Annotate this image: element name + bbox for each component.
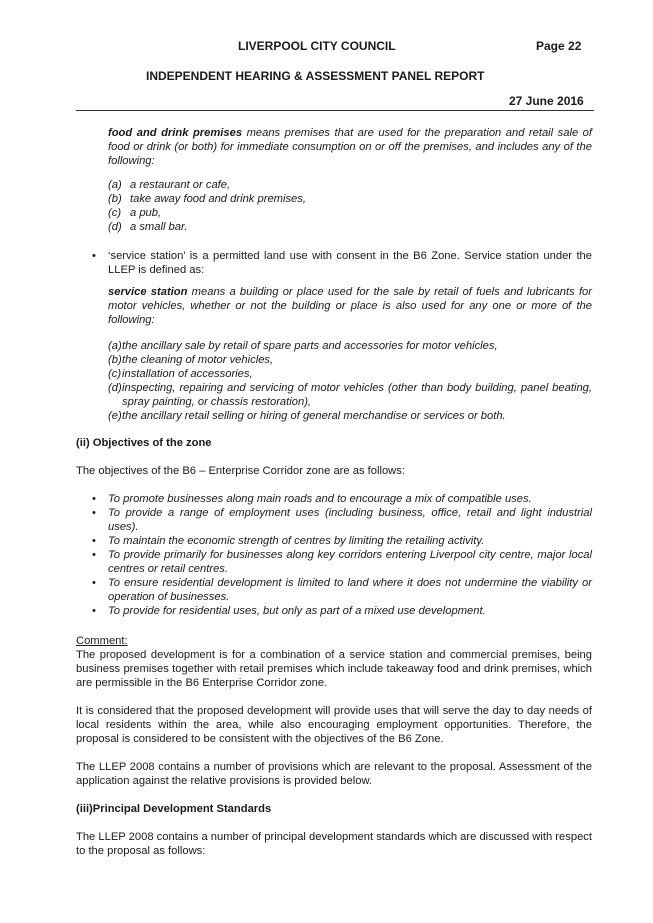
list-item: (b) the cleaning of motor vehicles, <box>108 354 274 366</box>
food-drink-definition <box>108 126 592 168</box>
comment-paragraph-3: The LLEP 2008 contains a number of provisions which are relevant to the proposal. Assessment of the application against the relative provisions is provided below. <box>76 761 592 787</box>
bullet-icon: • <box>92 549 96 561</box>
list-item: • To provide a range of employment uses (including business, office, retail and light industrial uses). <box>92 507 592 533</box>
comment-label: Comment: <box>76 635 128 647</box>
service-station-text: means a building or place used for the sale by retail of fuels and lubricants for motor vehicles, whether or not the building or place is also used for any one or more of the following: <box>108 286 592 326</box>
list-item: • To provide for residential uses, but only as part of a mixed use development. <box>92 605 486 617</box>
page-number: Page 22 <box>536 39 582 53</box>
food-drink-term: food and drink premises <box>108 127 243 139</box>
list-item: • To promote businesses along main roads and to encourage a mix of compatible uses. <box>92 493 532 505</box>
list-item: (a) the ancillary sale by retail of spare parts and accessories for motor vehicles, <box>108 340 498 352</box>
list-item: (b) take away food and drink premises, <box>108 193 306 205</box>
bullet-icon: • <box>92 605 96 617</box>
list-item: (d) a small bar. <box>108 221 188 233</box>
list-item: (d) inspecting, repairing and servicing of motor vehicles (other than body building, panel beating, spray painting, or chassis restoration), <box>108 382 592 408</box>
service-station-definition <box>108 285 592 327</box>
list-item: • To maintain the economic strength of centres by limiting the retailing activity. <box>92 535 485 547</box>
list-item: (c) installation of accessories, <box>108 368 253 380</box>
comment-paragraph-2: It is considered that the proposed development will provide uses that will serve the day to day needs of local residents within the area, while also encouraging employment opportunities. Therefore, the proposal is considered to be consistent with the objectives of the B6 Zone. <box>76 705 592 745</box>
principal-paragraph: The LLEP 2008 contains a number of principal development standards which are discussed with respect to the proposal as follows: <box>76 831 592 857</box>
service-station-list <box>108 339 592 423</box>
service-station-bullet: ‘service station’ is a permitted land use with consent in the B6 Zone. Service station under the LLEP is defined as: <box>108 250 592 276</box>
list-item: (a) a restaurant or cafe, <box>108 179 231 191</box>
council-name: LIVERPOOL CITY COUNCIL <box>238 39 396 53</box>
objectives-intro: The objectives of the B6 – Enterprise Corridor zone are as follows: <box>76 465 405 477</box>
principal-heading: (iii)Principal Development Standards <box>76 803 272 815</box>
bullet-icon: • <box>92 535 96 547</box>
objectives-list <box>92 492 592 618</box>
report-title: INDEPENDENT HEARING & ASSESSMENT PANEL REPORT <box>146 69 485 83</box>
bullet-icon: • <box>92 577 96 589</box>
list-item: • To provide primarily for businesses along key corridors entering Liverpool city centre, major local centres or retail centres. <box>92 549 592 575</box>
service-station-term: service station <box>108 286 188 298</box>
header-rule <box>76 110 594 111</box>
bullet-icon: • <box>92 493 96 505</box>
bullet-icon: • <box>92 507 96 519</box>
comment-paragraph-1: The proposed development is for a combination of a service station and commercial premises, being business premises together with retail premises which include takeaway food and drink premises, which are permissible in the B6 Enterprise Corridor zone. <box>76 649 592 689</box>
list-item: • To ensure residential development is limited to land where it does not undermine the viability or operation of businesses. <box>92 577 592 603</box>
list-item: (e) the ancillary retail selling or hiring of general merchandise or services or both. <box>108 410 506 422</box>
bullet-icon: • <box>92 250 96 262</box>
list-item: (c) a pub, <box>108 207 162 219</box>
food-drink-text: means premises that are used for the preparation and retail sale of food or drink (or both) for immediate consumption on or off the premises, and includes any of the following: <box>108 127 592 167</box>
food-drink-list <box>108 178 306 234</box>
objectives-heading: (ii) Objectives of the zone <box>76 437 212 449</box>
report-date: 27 June 2016 <box>509 94 584 108</box>
